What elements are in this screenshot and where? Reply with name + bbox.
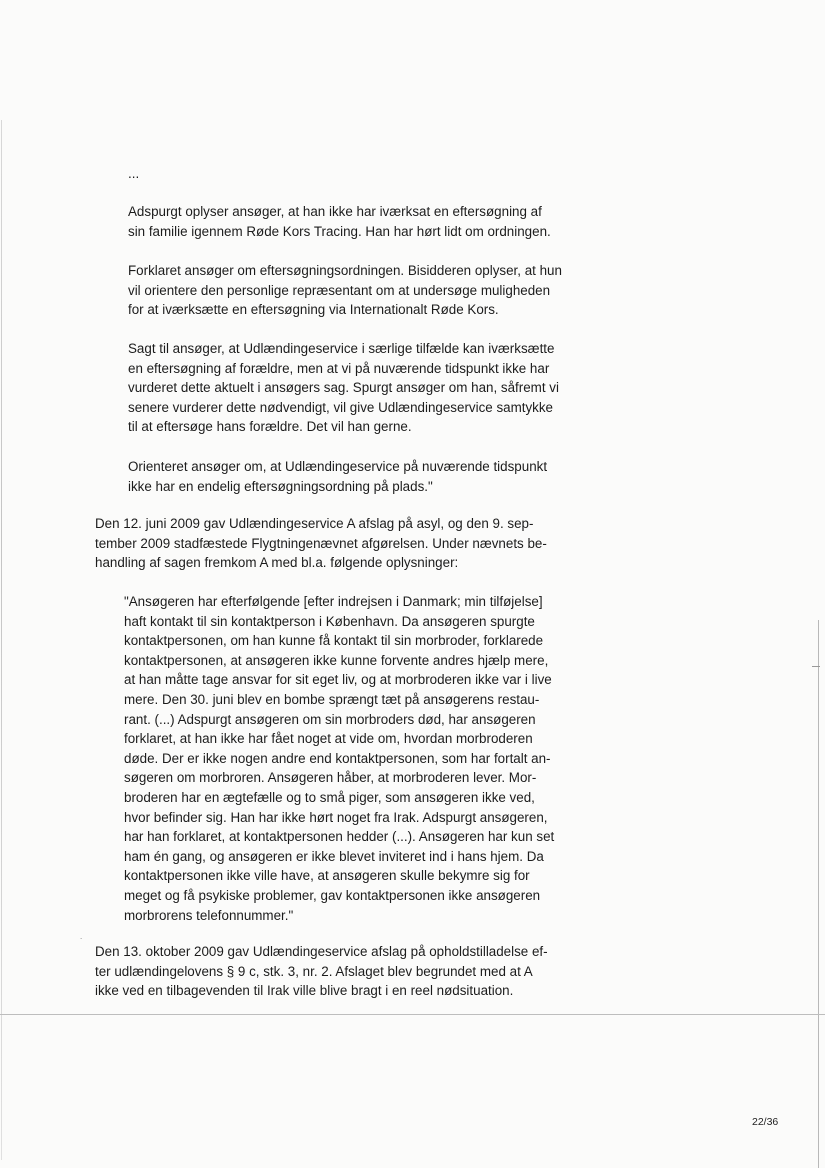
text-line: haft kontakt til sin kontaktperson i København. Da ansøgeren spurgte <box>124 613 535 629</box>
scan-edge-left <box>1 120 2 1160</box>
text-line: ikke ved en tilbagevenden til Irak ville blive bragt i en reel nødsituation. <box>95 983 514 999</box>
quote-paragraph-4 <box>128 457 547 496</box>
text-line: broderen har en ægtefælle og to små piger, som ansøgeren ikke ved, <box>124 789 535 805</box>
text-line: vurderet dette aktuelt i ansøgers sag. Spurgt ansøger om han, såfremt vi <box>128 380 559 396</box>
scan-margin-tick <box>812 666 820 667</box>
text-line: Forklaret ansøger om eftersøgningsordningen. Bisidderen oplyser, at hun <box>128 263 562 278</box>
page-number: 22/36 <box>752 1116 779 1128</box>
text-line: senere vurderer dette nødvendigt, vil give Udlændingeservice samtykke <box>128 399 553 415</box>
text-line: Orienteret ansøger om, at Udlændingeservice på nuværende tidspunkt <box>128 459 548 474</box>
text-line: kontaktpersonen, om han kunne få kontakt til sin morbroder, forklarede <box>124 633 544 649</box>
text-line: døde. Der er ikke nogen andre end kontaktpersonen, som har fortalt an- <box>124 750 551 766</box>
text-line: ter udlændingelovens § 9 c, stk. 3, nr. 2. Afslaget blev begrundet med at A <box>95 963 533 979</box>
text-line: en eftersøgning af forældre, men at vi på nuværende tidspunkt ikke har <box>128 360 550 376</box>
text-line: at han måtte tage ansvar for sit eget liv, og at morbroderen ikke var i live <box>124 672 552 688</box>
text-line: sin familie igennem Røde Kors Tracing. Han har hørt lidt om ordningen. <box>128 223 551 239</box>
text-line: Adspurgt oplyser ansøger, at han ikke har iværksat en eftersøgning af <box>128 204 542 219</box>
text-line: kontaktpersonen ikke ville have, at ansøgeren skulle bekymre sig for <box>124 868 530 884</box>
body-paragraph-2 <box>95 942 548 1001</box>
text-line: har han forklaret, at kontaktpersonen hedder (...). Ansøgeren har kun set <box>124 829 555 845</box>
scan-mark: . <box>80 932 83 941</box>
text-line: Sagt til ansøger, at Udlændingeservice i særlige tilfælde kan iværksætte <box>128 341 555 356</box>
text-line: morbrorens telefonnummer." <box>124 907 294 923</box>
text-line: ham én gang, og ansøgeren er ikke blevet inviteret ind i hans hjem. Da <box>124 848 544 864</box>
text-line: handling af sagen fremkom A med bl.a. følgende oplysninger: <box>95 555 459 571</box>
page-divider <box>0 1014 825 1015</box>
quote-paragraph-3 <box>128 339 559 437</box>
ellipsis <box>128 164 139 184</box>
text-line: tember 2009 stadfæstede Flygtningenævnet afgørelsen. Under nævnets be- <box>95 535 547 551</box>
text-line: meget og få psykiske problemer, gav kontaktpersonen ikke ansøgeren <box>124 887 541 903</box>
text-line: Den 12. juni 2009 gav Udlændingeservice A afslag på asyl, og den 9. sep- <box>95 516 534 531</box>
text-line: for at iværksætte en eftersøgning via Internationalt Røde Kors. <box>128 302 499 318</box>
text-line: kontaktpersonen, at ansøgeren ikke kunne forvente andres hjælp mere, <box>124 652 549 668</box>
quote-paragraph-1 <box>128 202 551 241</box>
text-line: hvor befinder sig. Han har ikke hørt noget fra Irak. Adspurgt ansøgeren, <box>124 809 548 825</box>
text-line: til at eftersøge hans forældre. Det vil han gerne. <box>128 419 412 435</box>
quote-paragraph-2 <box>128 261 562 320</box>
text-line: søgeren om morbroren. Ansøgeren håber, at morbroderen lever. Mor- <box>124 770 537 786</box>
text-line: forklaret, at han ikke har fået noget at vide om, hvordan morbroderen <box>124 731 533 747</box>
ellipsis-text: ... <box>128 166 140 181</box>
text-line: rant. (...) Adspurgt ansøgeren om sin morbroders død, har ansøgeren <box>124 711 536 727</box>
text-line: Den 13. oktober 2009 gav Udlændingeservice afslag på opholdstilladelse ef- <box>95 944 548 959</box>
body-paragraph-1 <box>95 514 547 573</box>
scan-edge-right <box>818 620 819 1168</box>
text-line: ikke har en endelig eftersøgningsordning på plads." <box>128 478 433 494</box>
text-line: "Ansøgeren har efterfølgende [efter indrejsen i Danmark; min tilføjelse] <box>124 594 543 609</box>
quote-block-2 <box>124 592 554 925</box>
text-line: mere. Den 30. juni blev en bombe sprængt tæt på ansøgerens restau- <box>124 691 540 707</box>
text-line: vil orientere den personlige repræsentant om at undersøge muligheden <box>128 282 551 298</box>
